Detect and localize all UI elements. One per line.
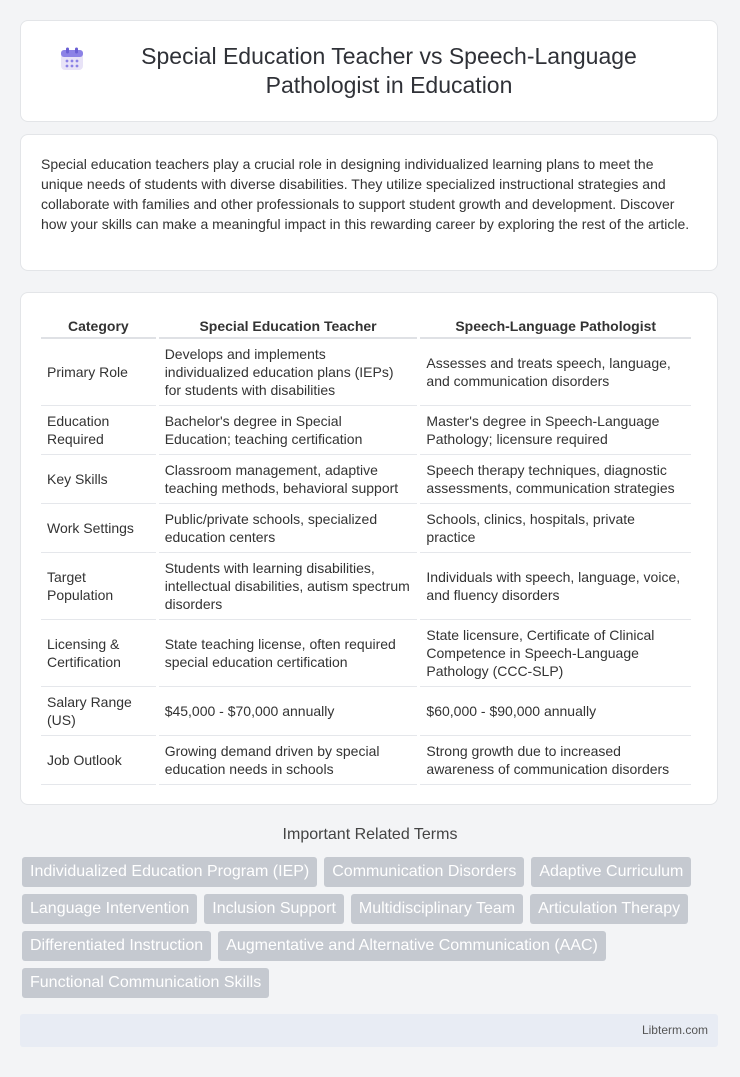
term-tag[interactable]: Functional Communication Skills xyxy=(22,968,269,998)
table-row xyxy=(41,687,691,736)
row-category: Job Outlook xyxy=(41,736,156,785)
related-terms-list xyxy=(22,857,702,1005)
intro-paragraph: Special education teachers play a crucial role in designing individualized learning plans to meet the unique needs of students with diverse disabilities. They utilize specialized instructional strategies and collaborate with families and other professionals to support student growth and development. Discover how your skills can make a meaningful impact in this rewarding career by exploring the rest of the article. xyxy=(41,156,690,232)
row-slp-value: Speech therapy techniques, diagnostic assessments, communication strategies xyxy=(420,455,691,504)
row-category: Education Required xyxy=(41,406,156,455)
header-speech-language-pathologist: Speech-Language Pathologist xyxy=(420,313,691,339)
table-row xyxy=(41,553,691,620)
row-slp-value: $60,000 - $90,000 annually xyxy=(420,687,691,736)
row-slp-value: State licensure, Certificate of Clinical Competence in Speech-Language Pathology (CCC-SLP) xyxy=(420,620,691,687)
row-slp-value: Individuals with speech, language, voice, and fluency disorders xyxy=(420,553,691,620)
title-card xyxy=(20,20,718,122)
row-slp-value: Strong growth due to increased awareness of communication disorders xyxy=(420,736,691,785)
row-category: Primary Role xyxy=(41,339,156,406)
term-tag[interactable]: Articulation Therapy xyxy=(530,894,688,924)
table-row xyxy=(41,504,691,553)
term-tag[interactable]: Augmentative and Alternative Communication (AAC) xyxy=(218,931,606,961)
intro-card xyxy=(20,134,718,271)
term-tag[interactable]: Adaptive Curriculum xyxy=(531,857,691,887)
table-row xyxy=(41,339,691,406)
related-terms-heading: Important Related Terms xyxy=(282,826,458,843)
title-wrap xyxy=(59,42,679,100)
term-tag[interactable]: Individualized Education Program (IEP) xyxy=(22,857,317,887)
table-row xyxy=(41,736,691,785)
term-tag[interactable]: Language Intervention xyxy=(22,894,197,924)
row-slp-value: Schools, clinics, hospitals, private practice xyxy=(420,504,691,553)
row-teacher-value: $45,000 - $70,000 annually xyxy=(159,687,418,736)
term-tag[interactable]: Multidisciplinary Team xyxy=(351,894,523,924)
row-teacher-value: Public/private schools, specialized education centers xyxy=(159,504,418,553)
row-slp-value: Master's degree in Speech-Language Pathology; licensure required xyxy=(420,406,691,455)
row-teacher-value: State teaching license, often required special education certification xyxy=(159,620,418,687)
header-category: Category xyxy=(41,313,156,339)
comparison-card xyxy=(20,292,718,805)
row-teacher-value: Bachelor's degree in Special Education; teaching certification xyxy=(159,406,418,455)
term-tag[interactable]: Differentiated Instruction xyxy=(22,931,211,961)
page-title: Special Education Teacher vs Speech-Language Pathologist in Education xyxy=(141,43,637,98)
row-slp-value: Assesses and treats speech, language, and communication disorders xyxy=(420,339,691,406)
row-teacher-value: Develops and implements individualized education plans (IEPs) for students with disabilities xyxy=(159,339,418,406)
comparison-table xyxy=(38,313,694,785)
row-teacher-value: Growing demand driven by special education needs in schools xyxy=(159,736,418,785)
header-special-education-teacher: Special Education Teacher xyxy=(159,313,418,339)
row-category: Work Settings xyxy=(41,504,156,553)
calendar-icon xyxy=(59,46,85,72)
row-category: Licensing & Certification xyxy=(41,620,156,687)
row-category: Salary Range (US) xyxy=(41,687,156,736)
table-row xyxy=(41,455,691,504)
row-category: Key Skills xyxy=(41,455,156,504)
row-category: Target Population xyxy=(41,553,156,620)
table-row xyxy=(41,406,691,455)
footer-site-link[interactable]: Libterm.com xyxy=(641,1023,708,1037)
table-header-row xyxy=(41,313,691,339)
row-teacher-value: Classroom management, adaptive teaching methods, behavioral support xyxy=(159,455,418,504)
term-tag[interactable]: Communication Disorders xyxy=(324,857,524,887)
term-tag[interactable]: Inclusion Support xyxy=(204,894,344,924)
footer xyxy=(20,1014,718,1047)
table-row xyxy=(41,620,691,687)
row-teacher-value: Students with learning disabilities, intellectual disabilities, autism spectrum disorders xyxy=(159,553,418,620)
